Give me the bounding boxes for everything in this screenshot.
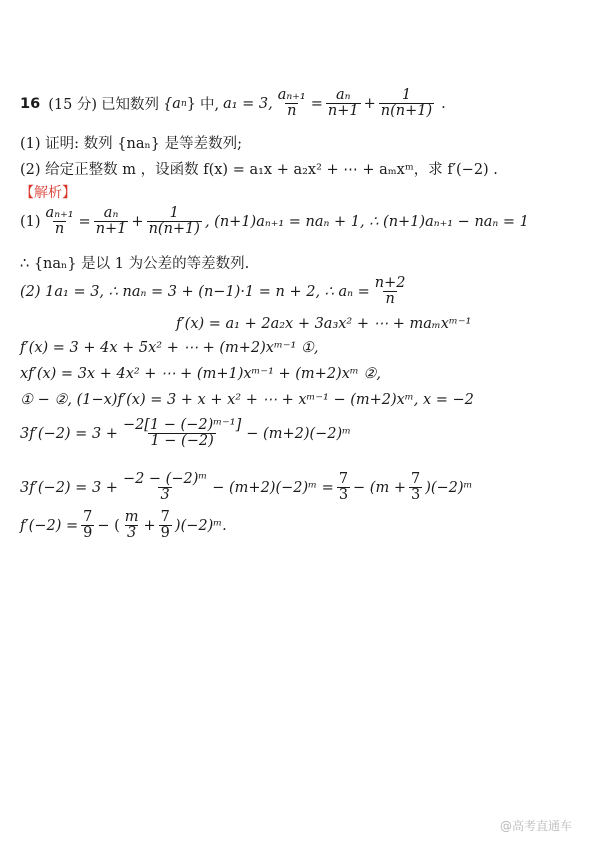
solution-fraction-geometric: $\frac{\text{−2[1 − (−2)ᵐ⁻¹]}}{1 - (-2)}$ bbox=[122, 417, 242, 449]
solution-fraction-1: $\frac{\text{aₙ₊₁}}{n}$ bbox=[45, 205, 74, 237]
solution-line-4: f′(x) = a₁ + 2a₂x + 3a₃x² + ⋯ + maₘxᵐ⁻¹ bbox=[176, 316, 472, 332]
solution-fraction-s10c: $\frac{7}{9}$ bbox=[160, 509, 170, 541]
solution-line-1: (1) $\frac{\text{aₙ₊₁}}{n}$ = $\frac{\text{aₙ}}{n+1}$ + $\frac{1}{n(n+1)}$ , (n+1)aₙ₊₁ = naₙ + 1, ∴ (n+1)aₙ₊₁ − naₙ = 1 bbox=[20, 205, 529, 237]
solution-line-5: f′(x) = 3 + 4x + 5x² + ⋯ + (m+2)xᵐ⁻¹ ①, bbox=[20, 340, 319, 356]
problem-number: 16 bbox=[20, 95, 41, 112]
sequence-name: {a bbox=[163, 95, 181, 112]
problem-part-1: (1) 证明: 数列 {naₙ} 是等差数列; bbox=[20, 136, 242, 152]
solution-line-9: 3f′(−2) = 3 + $\frac{\text{−2 − (−2)ᵐ}}{3}$ − (m+2)(−2)ᵐ = $\frac{7}{3}$ − (m + $\frac{7}{3}$ )(−2)ᵐ bbox=[20, 471, 473, 503]
solution-fraction-2: $\frac{\text{aₙ}}{n+1}$ bbox=[95, 205, 127, 237]
solution-label: 【解析】 bbox=[20, 185, 76, 201]
solution-line-10: f′(−2) = $\frac{7}{9}$ − ( $\frac{m}{3}$ + $\frac{7}{9}$ )(−2)ᵐ. bbox=[20, 509, 227, 541]
solution-line-2: ∴ {naₙ} 是以 1 为公差的等差数列. bbox=[20, 256, 250, 272]
condition-prefix: 中, bbox=[199, 97, 220, 113]
problem-score: (15 分) bbox=[48, 97, 98, 113]
problem-stem: 已知数列 bbox=[101, 97, 160, 113]
problem-statement: 16 (15 分) 已知数列 {a n } 中, a₁ = 3, $\frac{\text{aₙ₊₁}}{n}$ = $\frac{\text{aₙ}}{n+1}$ + $\frac{1}{n(n+1)}$ . bbox=[20, 87, 446, 119]
solution-fraction-s9c: $\frac{7}{3}$ bbox=[410, 471, 421, 503]
condition-fraction-2: $\frac{\text{aₙ}}{n+1}$ bbox=[327, 87, 359, 119]
solution-fraction-s9a: $\frac{\text{−2 − (−2)ᵐ}}{3}$ bbox=[122, 471, 208, 503]
condition-fraction-1: $\frac{\text{aₙ₊₁}}{n}$ bbox=[277, 87, 306, 119]
watermark: @高考直通车 bbox=[499, 819, 572, 833]
solution-line-3: (2) 1a₁ = 3, ∴ naₙ = 3 + (n−1)·1 = n + 2, ∴ aₙ = $\frac{n+2}{n}$ bbox=[20, 275, 406, 307]
solution-line-6: xf′(x) = 3x + 4x² + ⋯ + (m+1)xᵐ⁻¹ + (m+2)xᵐ ②, bbox=[20, 366, 381, 382]
solution-fraction-s10b: $\frac{m}{3}$ bbox=[124, 509, 139, 541]
solution-fraction-3: $\frac{1}{n(n+1)}$ bbox=[148, 205, 200, 237]
problem-part-2: (2) 给定正整数 m ，设函数 f(x) = a₁x + a₂x² + ⋯ + aₘxᵐ，求 f′(−2) . bbox=[20, 162, 498, 178]
solution-line-7: ① − ②, (1−x)f′(x) = 3 + x + x² + ⋯ + xᵐ⁻¹ − (m+2)xᵐ, x = −2 bbox=[20, 392, 474, 408]
condition-a1: a₁ = 3, bbox=[223, 95, 273, 112]
solution-fraction-s10a: $\frac{7}{9}$ bbox=[83, 509, 93, 541]
solution-line-8: 3f′(−2) = 3 + $\frac{\text{−2[1 − (−2)ᵐ⁻¹]}}{1 - (-2)}$ − (m+2)(−2)ᵐ bbox=[20, 417, 352, 449]
condition-fraction-3: $\frac{1}{n(n+1)}$ bbox=[380, 87, 433, 119]
solution-fraction-an: $\frac{n+2}{n}$ bbox=[374, 275, 406, 307]
solution-fraction-s9b: $\frac{7}{3}$ bbox=[338, 471, 349, 503]
